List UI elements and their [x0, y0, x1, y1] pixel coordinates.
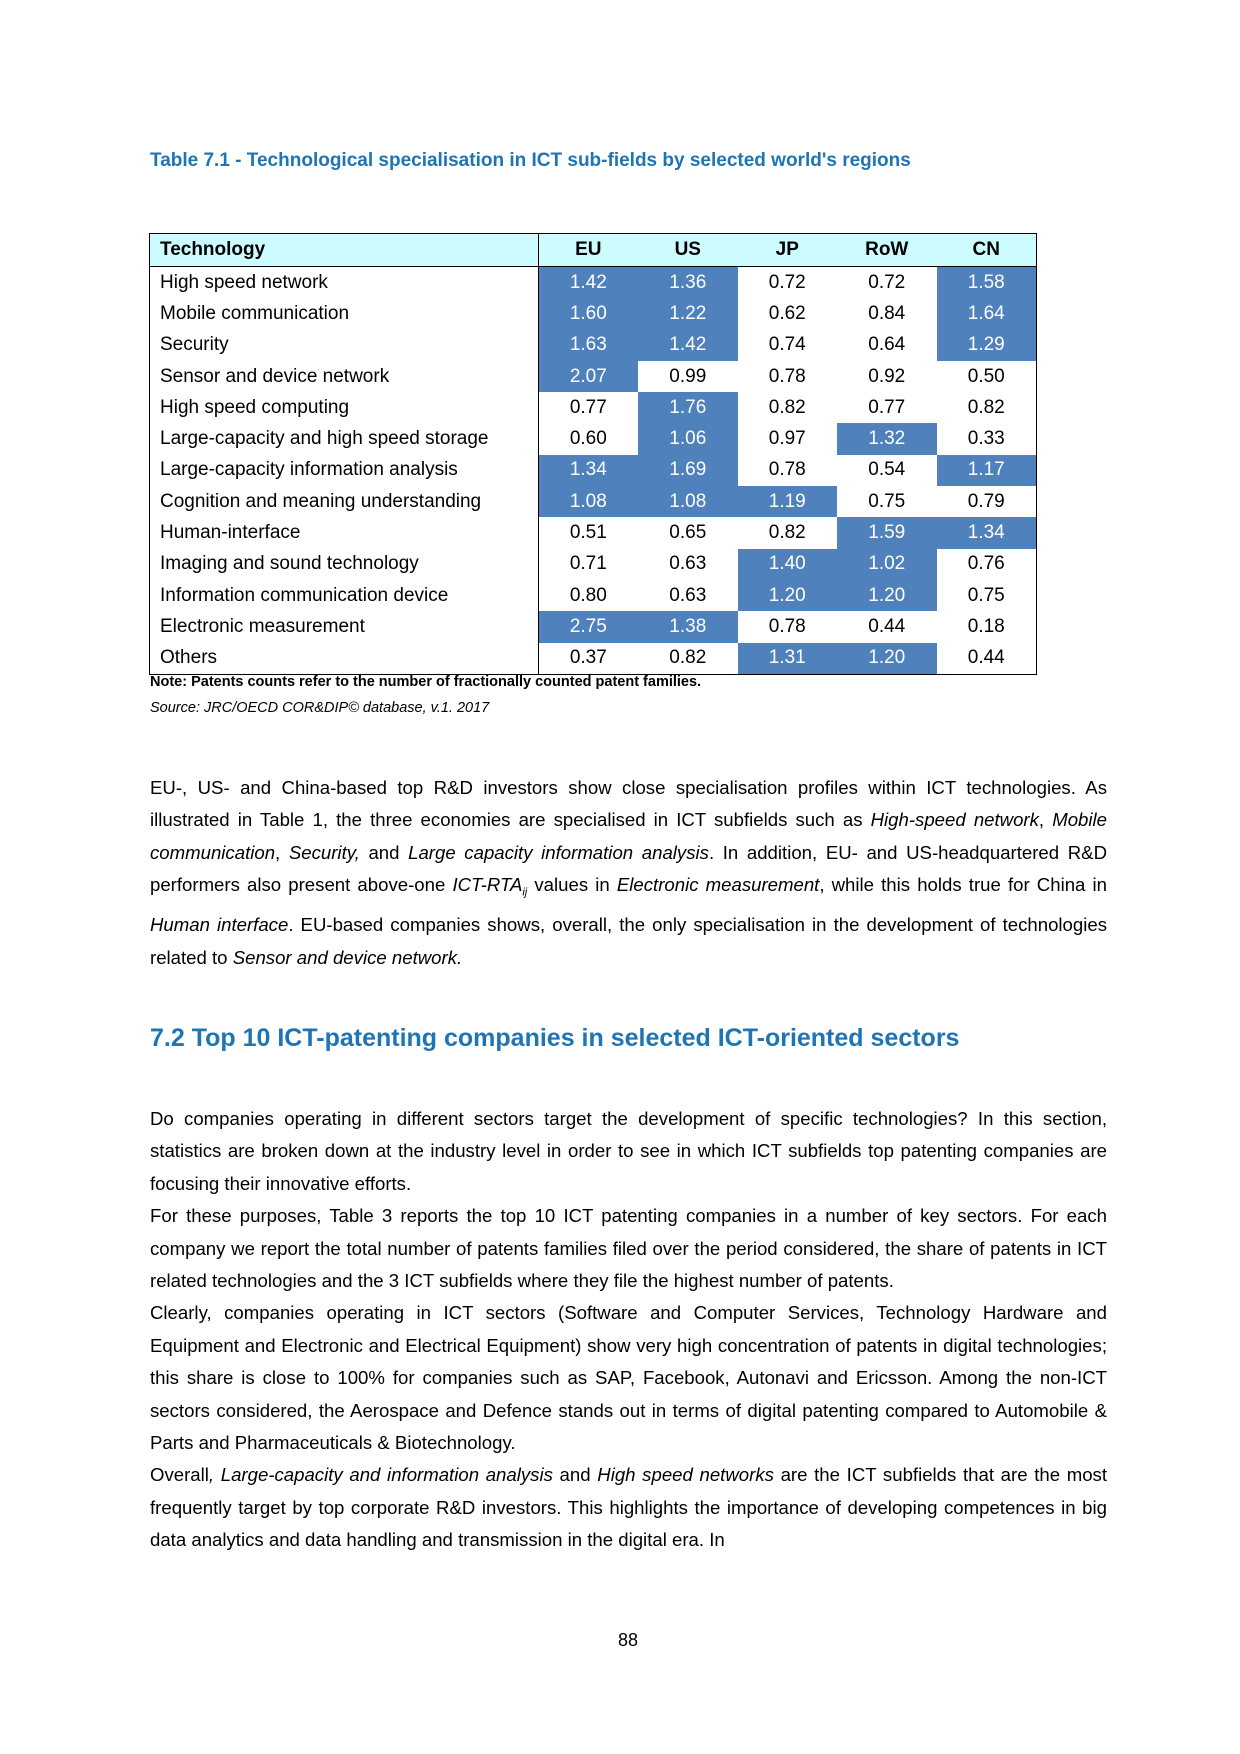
- text-segment: Large capacity information analysis: [408, 841, 709, 863]
- table-note: Note: Patents counts refer to the number of fractionally counted patent families.: [150, 674, 702, 690]
- value-cell: 0.54: [868, 459, 906, 481]
- value-cell: 0.75: [967, 584, 1005, 606]
- value-cell: 1.08: [638, 486, 737, 517]
- value-cell: 0.82: [768, 396, 806, 418]
- value-cell: 1.20: [837, 580, 937, 611]
- value-cell: 0.72: [768, 271, 806, 293]
- value-cell: 0.77: [868, 396, 906, 418]
- value-cell: 1.64: [937, 298, 1037, 329]
- technology-cell: Large-capacity and high speed storage: [150, 423, 539, 454]
- value-cell: 1.29: [937, 330, 1037, 361]
- table-row: [150, 549, 1037, 580]
- value-cell: 0.71: [569, 553, 607, 575]
- text-segment: High speed networks: [597, 1464, 774, 1486]
- value-cell: 1.38: [638, 611, 737, 642]
- value-cell: 1.36: [638, 267, 737, 299]
- text-segment: ij: [522, 886, 528, 899]
- table-row: [150, 330, 1037, 361]
- body-text: [150, 1103, 1107, 1557]
- table-row: [150, 361, 1037, 392]
- value-cell: 0.63: [669, 553, 707, 575]
- technology-cell: Security: [150, 330, 539, 361]
- value-cell: 0.51: [569, 522, 607, 544]
- value-cell: 0.74: [768, 334, 806, 356]
- value-cell: 0.65: [669, 522, 707, 544]
- value-cell: 1.42: [638, 330, 737, 361]
- value-cell: 1.63: [538, 330, 638, 361]
- column-header: JP: [738, 234, 837, 267]
- text-segment: and: [552, 1464, 598, 1486]
- value-cell: 1.34: [538, 455, 638, 486]
- value-cell: 1.20: [738, 580, 837, 611]
- value-cell: 1.42: [538, 267, 638, 299]
- value-cell: 0.76: [967, 553, 1005, 575]
- value-cell: 0.99: [669, 365, 707, 387]
- value-cell: 1.31: [738, 643, 837, 675]
- value-cell: 1.76: [638, 392, 737, 423]
- table-header-row: [150, 234, 1037, 267]
- text-segment: . EU-based companies shows, overall, the only specialisation in the development of technologies related to: [150, 914, 1107, 968]
- column-header: RoW: [837, 234, 937, 267]
- column-header: EU: [538, 234, 638, 267]
- paragraph: [150, 1103, 1107, 1200]
- paragraph: [150, 1200, 1107, 1297]
- text-segment: For these purposes, Table 3 reports the top 10 ICT patenting companies in a number of key sectors. For each company we report the total number of patents families filed over the period considered, the share of patents in ICT related technologies and the 3 ICT subfields where they file the highest number of patents.: [150, 1205, 1107, 1292]
- technology-cell: Imaging and sound technology: [150, 549, 539, 580]
- value-cell: 0.62: [768, 302, 806, 324]
- text-segment: and: [359, 841, 409, 863]
- table-row: [150, 298, 1037, 329]
- text-segment: Do companies operating in different sectors target the development of specific technologies? In this section, statistics are broken down at the industry level in order to see in which ICT subfields top patenting companies are focusing their innovative efforts.: [150, 1108, 1107, 1194]
- page-number: 88: [617, 1630, 639, 1650]
- column-header: US: [638, 234, 737, 267]
- value-cell: 0.44: [868, 615, 906, 637]
- value-cell: 0.84: [868, 302, 906, 324]
- text-segment: Overall: [150, 1464, 209, 1486]
- text-segment: High-speed network: [870, 809, 1039, 831]
- value-cell: 1.02: [837, 549, 937, 580]
- table-row: [150, 517, 1037, 548]
- technology-cell: Cognition and meaning understanding: [150, 486, 539, 517]
- value-cell: 2.75: [538, 611, 638, 642]
- table-row: [150, 267, 1037, 299]
- text-segment: Security,: [288, 841, 360, 863]
- table-row: [150, 392, 1037, 423]
- text-segment: Sensor and device network.: [232, 946, 463, 968]
- technology-cell: Sensor and device network: [150, 361, 539, 392]
- value-cell: 0.64: [868, 334, 906, 356]
- text-segment: ,: [1038, 809, 1053, 831]
- text-segment: Mobile communication: [150, 809, 1107, 863]
- table-row: [150, 455, 1037, 486]
- column-header: CN: [937, 234, 1037, 267]
- value-cell: 2.07: [538, 361, 638, 392]
- technology-cell: Information communication device: [150, 580, 539, 611]
- value-cell: 1.69: [638, 455, 737, 486]
- value-cell: 0.79: [967, 490, 1005, 512]
- text-segment: Electronic measurement: [616, 874, 820, 896]
- paragraph: [150, 1297, 1107, 1459]
- value-cell: 1.60: [538, 298, 638, 329]
- column-header: Technology: [150, 234, 539, 267]
- technology-cell: High speed computing: [150, 392, 539, 423]
- technology-cell: Large-capacity information analysis: [150, 455, 539, 486]
- text-segment: Human interface: [150, 914, 289, 936]
- paragraph: [150, 1459, 1107, 1556]
- value-cell: 0.18: [967, 615, 1005, 637]
- text-segment: , while this holds true for China in: [819, 874, 1107, 896]
- value-cell: 0.80: [569, 584, 607, 606]
- value-cell: 1.58: [937, 267, 1037, 299]
- value-cell: 0.37: [569, 647, 607, 669]
- value-cell: 1.34: [937, 517, 1037, 548]
- value-cell: 0.78: [768, 365, 806, 387]
- text-segment: , Large-capacity and information analysis: [208, 1464, 553, 1486]
- value-cell: 0.75: [868, 490, 906, 512]
- text-segment: . In addition, EU- and US-headquartered R&D performers also present above-one: [150, 841, 1107, 896]
- table-caption: Table 7.1 - Technological specialisation in ICT sub-fields by selected world's regions: [150, 150, 911, 171]
- value-cell: 0.63: [669, 584, 707, 606]
- value-cell: 1.40: [738, 549, 837, 580]
- technology-cell: Others: [150, 643, 539, 675]
- table-row: [150, 486, 1037, 517]
- value-cell: 1.59: [837, 517, 937, 548]
- value-cell: 1.08: [538, 486, 638, 517]
- value-cell: 1.20: [837, 643, 937, 675]
- table-row: [150, 580, 1037, 611]
- value-cell: 1.32: [837, 423, 937, 454]
- text-segment: are the ICT subfields that are the most frequently target by top corporate R&D investors. This highlights the importance of developing competences in big data analytics and data handling and transmission in the digital era. In: [150, 1464, 1108, 1551]
- table-source: Source: JRC/OECD COR&DIP© database, v.1. 2017: [150, 700, 490, 716]
- table-row: [150, 643, 1037, 675]
- text-segment: ICT-RTA: [452, 874, 523, 896]
- technology-cell: Human-interface: [150, 517, 539, 548]
- value-cell: 1.19: [738, 486, 837, 517]
- value-cell: 1.06: [638, 423, 737, 454]
- text-segment: ,: [275, 841, 289, 863]
- value-cell: 0.82: [967, 396, 1005, 418]
- text-segment: Clearly, companies operating in ICT sectors (Software and Computer Services, Technology Hardware and Equipment and Electronic and Electrical Equipment) show very high concentration of patents in digital technologies; this share is close to 100% for companies such as SAP, Facebook, Autonavi and Ericsson. Among the non-ICT sectors considered, the Aerospace and Defence stands out in terms of digital patenting compared to Automobile & Parts and Pharmaceuticals & Biotechnology.: [150, 1302, 1107, 1454]
- value-cell: 0.97: [768, 428, 806, 450]
- value-cell: 0.82: [768, 522, 806, 544]
- value-cell: 0.78: [768, 615, 806, 637]
- body-paragraph: [150, 772, 1107, 974]
- value-cell: 0.78: [768, 459, 806, 481]
- value-cell: 0.82: [669, 647, 707, 669]
- section-heading: 7.2 Top 10 ICT-patenting companies in selected ICT-oriented sectors: [150, 1024, 960, 1052]
- specialisation-table: [149, 233, 1037, 675]
- value-cell: 0.77: [569, 396, 607, 418]
- technology-cell: Electronic measurement: [150, 611, 539, 642]
- value-cell: 0.33: [967, 428, 1005, 450]
- value-cell: 0.50: [967, 365, 1005, 387]
- value-cell: 1.22: [638, 298, 737, 329]
- value-cell: 0.44: [967, 647, 1005, 669]
- value-cell: 0.92: [868, 365, 906, 387]
- table-row: [150, 423, 1037, 454]
- technology-cell: High speed network: [150, 267, 539, 299]
- text-segment: values in: [527, 874, 617, 896]
- value-cell: 0.60: [569, 428, 607, 450]
- technology-cell: Mobile communication: [150, 298, 539, 329]
- value-cell: 1.17: [937, 455, 1037, 486]
- value-cell: 0.72: [868, 271, 906, 293]
- table-row: [150, 611, 1037, 642]
- text-segment: EU-, US- and China-based top R&D investors show close specialisation profiles within ICT technologies. As illustrated in Table 1, the three economies are specialised in ICT subfields such as: [150, 777, 1107, 831]
